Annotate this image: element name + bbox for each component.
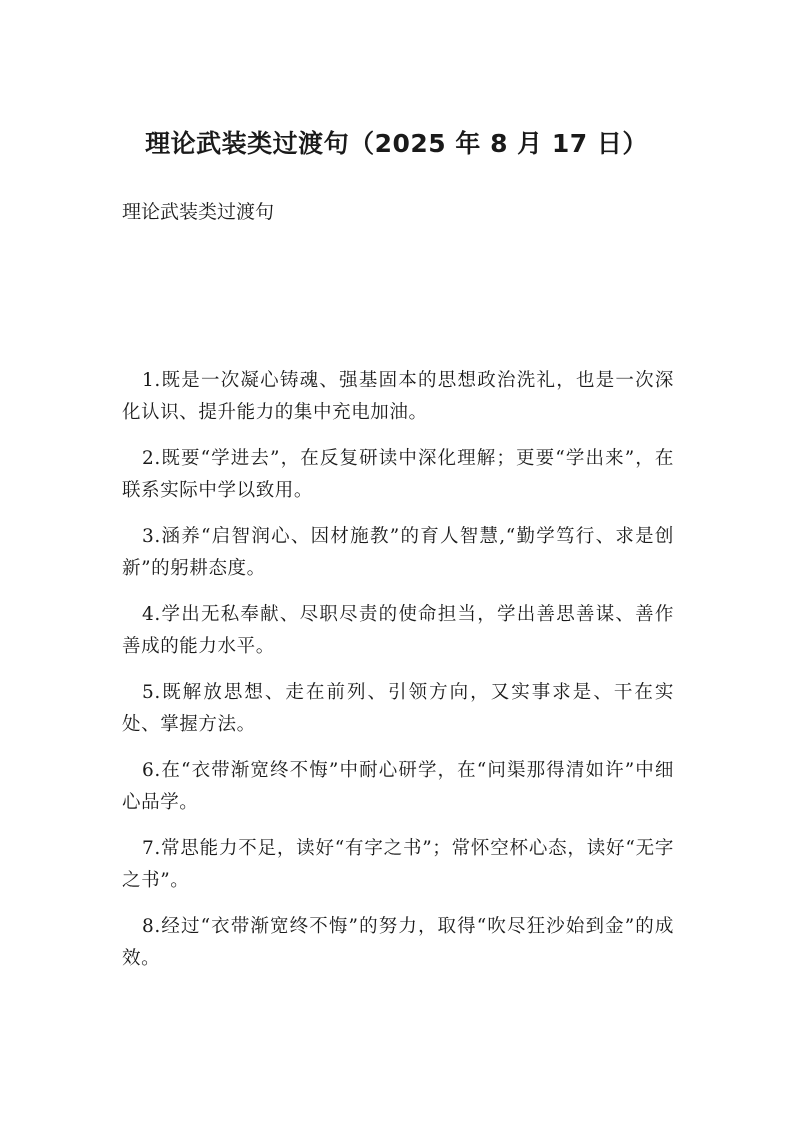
list-item: 8.经过“衣带渐宽终不悔”的努力，取得“吹尽狂沙始到金”的成效。 bbox=[122, 916, 674, 969]
list-item: 3.涵养“启智润心、因材施教”的育人智慧,“勤学笃行、求是创新”的躬耕态度。 bbox=[122, 526, 674, 579]
list-item: 6.在“衣带渐宽终不悔”中耐心研学，在“问渠那得清如许”中细心品学。 bbox=[122, 760, 674, 813]
list-item: 4.学出无私奉献、尽职尽责的使命担当，学出善思善谋、善作善成的能力水平。 bbox=[122, 604, 674, 657]
list-item: 5.既解放思想、走在前列、引领方向，又实事求是、干在实处、掌握方法。 bbox=[122, 682, 674, 735]
document-title: 理论武装类过渡句（2025 年 8 月 17 日） bbox=[145, 129, 648, 158]
list-item: 2.既要“学进去”，在反复研读中深化理解；更要“学出来”，在联系实际中学以致用。 bbox=[122, 448, 674, 501]
document-subtitle: 理论武装类过渡句 bbox=[122, 201, 275, 223]
list-item: 7.常思能力不足，读好“有字之书”；常怀空杯心态，读好“无字之书”。 bbox=[122, 838, 674, 891]
transition-sentence-list bbox=[122, 365, 674, 989]
list-item: 1.既是一次凝心铸魂、强基固本的思想政治洗礼，也是一次深化认识、提升能力的集中充电加油。 bbox=[122, 370, 674, 423]
